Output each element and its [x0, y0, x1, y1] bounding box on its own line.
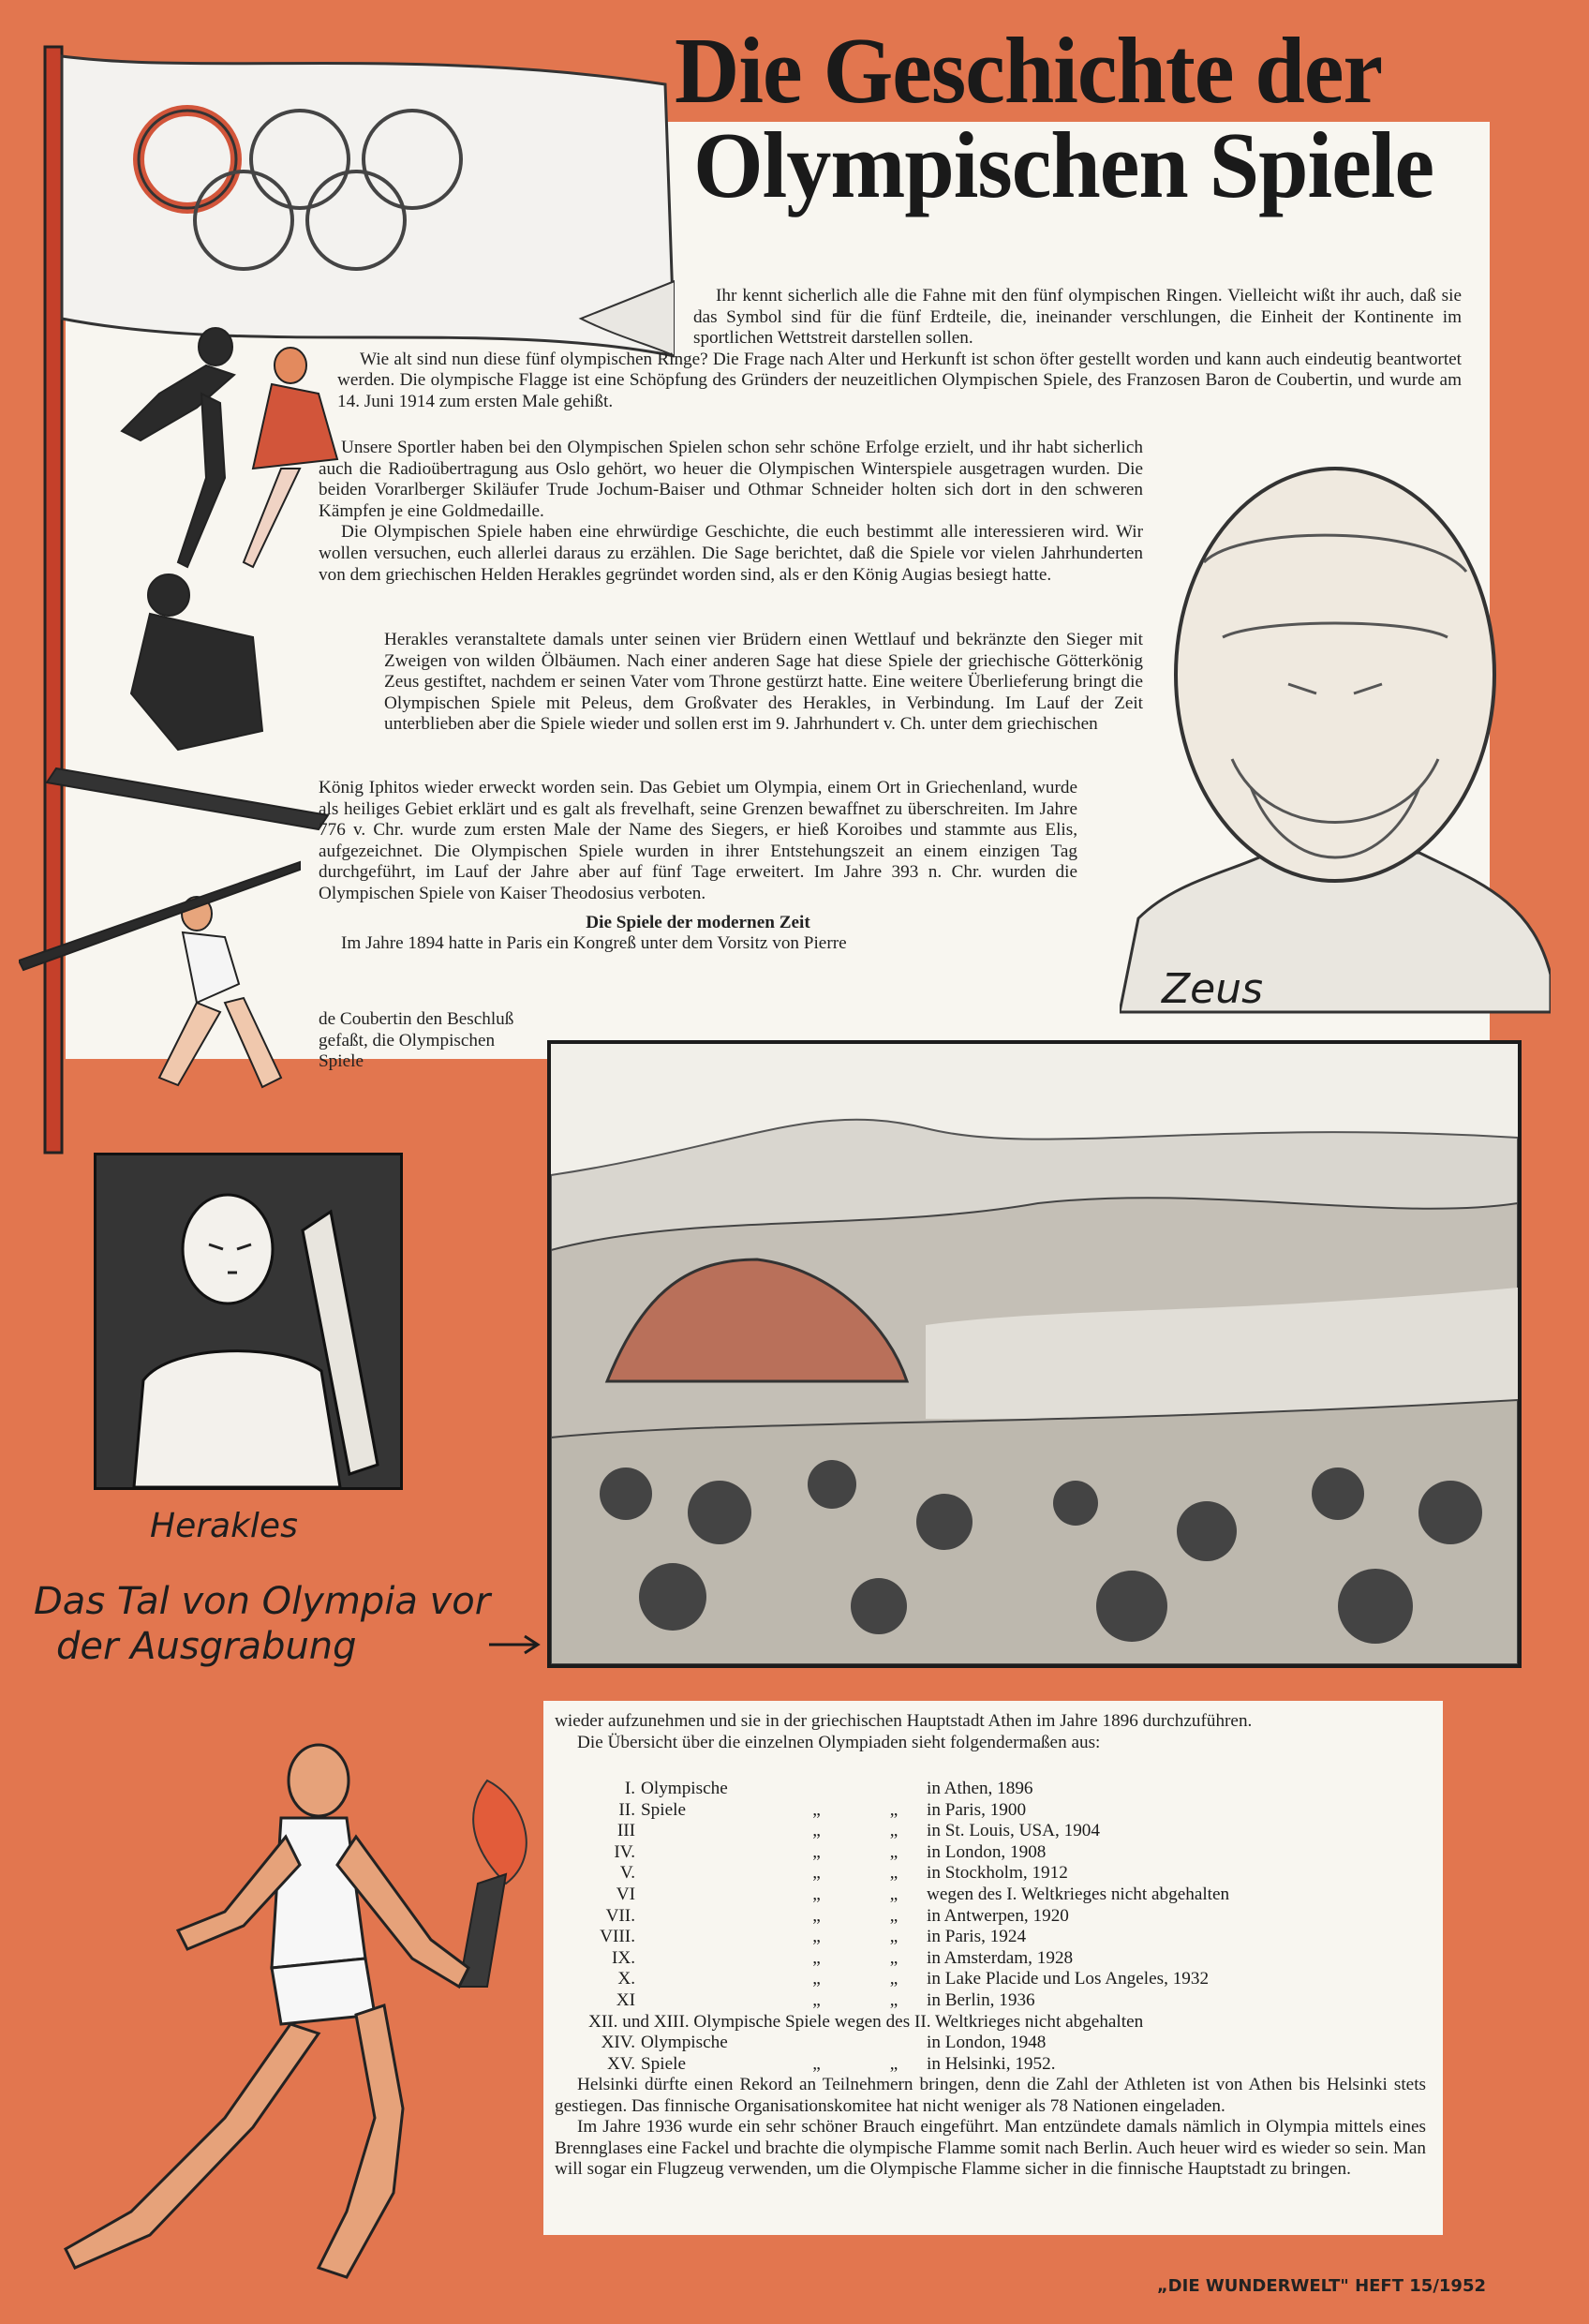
ditto-mark: „ — [889, 1884, 898, 1904]
intro-text — [337, 286, 1462, 413]
arrow-right-icon — [487, 1631, 543, 1659]
ditto-mark: „ — [812, 1863, 821, 1884]
footer-issue: „DIE WUNDERWELT" HEFT 15/1952 — [1156, 2276, 1486, 2296]
olympiad-number: XIV. — [601, 2033, 635, 2053]
olympiad-detail: in Helsinki, 1952. — [927, 2053, 1056, 2074]
ditto-mark: „ — [889, 1841, 898, 1862]
olympiad-row — [573, 1948, 1417, 1970]
ditto-mark: „ — [812, 1884, 821, 1904]
olympiad-detail: wegen des I. Weltkrieges nicht abgehalten — [927, 1884, 1230, 1904]
olympiad-detail: in St. Louis, USA, 1904 — [927, 1821, 1100, 1841]
paragraph-modern-b: de Coubertin den Beschluß gefaßt, die Olympischen Spiele — [319, 1009, 514, 1072]
article-column-middle — [384, 630, 1143, 736]
paragraph-helsinki: Helsinki dürfte einen Rekord an Teilnehmern bringen, denn die Zahl der Athleten ist von Athen bis Helsinki stets gestiegen. Das finnische Organisationskomitee hat nicht weniger als 78 Nationen eingeladen. — [555, 2075, 1426, 2116]
olympiad-number: III — [616, 1821, 635, 1841]
ditto-mark: „ — [889, 1989, 898, 2010]
olympiad-xii-text: XII. und XIII. Olympische Spiele wegen des II. Weltkrieges nicht abgehalten — [588, 2011, 1144, 2032]
olympiad-row-xii — [573, 2012, 1417, 2034]
olympiad-number: VII. — [605, 1905, 635, 1926]
article-column-upper — [319, 438, 1143, 586]
ditto-mark — [861, 2033, 927, 2054]
section-heading-modern: Die Spiele der modernen Zeit — [586, 912, 810, 932]
ditto-mark: „ — [889, 1905, 898, 1926]
olympiad-list — [573, 1779, 1417, 2075]
caption-valley — [34, 1579, 490, 1669]
intro-paragraph-2: Wie alt sind nun diese fünf olympischen Ringe? Die Frage nach Alter und Herkunft ist schon öfter gestellt worden und kann auch eindeutig beantwortet werden. Die olympische Flagge ist eine Schöpfung des Gründers der neuzeitlichen Olympischen Spiele, des Franzosen Baron de Coubertin, und wurde am 14. Juni 1914 zum ersten Male gehißt. — [337, 349, 1462, 411]
olympiad-number: IX. — [611, 1947, 635, 1968]
ditto-mark: „ — [812, 1969, 821, 1989]
ditto-mark: „ — [889, 1821, 898, 1841]
olympiad-detail: in London, 1948 — [927, 2033, 1047, 2053]
ditto-mark — [772, 2033, 861, 2054]
ditto-mark: „ — [812, 1799, 821, 1820]
olympiad-detail: in Antwerpen, 1920 — [927, 1905, 1069, 1926]
ditto-mark: „ — [889, 1969, 898, 1989]
paragraph-modern-c: wieder aufzunehmen und sie in der griechischen Hauptstadt Athen im Jahre 1896 durchzuführen. — [555, 1711, 1253, 1731]
herakles-illustration — [97, 1155, 400, 1487]
olympiad-detail: in Athen, 1896 — [927, 1779, 1033, 1798]
article-bottom-outro — [555, 2075, 1426, 2181]
paragraph-modern-a: Im Jahre 1894 hatte in Paris ein Kongreß unter dem Vorsitz von Pierre — [341, 933, 847, 954]
zeus-illustration — [1120, 450, 1551, 1031]
article-column-lower — [319, 778, 1077, 955]
olympiad-number: I. — [624, 1779, 635, 1798]
title-line-2: Olympischen Spiele — [693, 112, 1434, 218]
ditto-mark: „ — [889, 1799, 898, 1820]
olympiad-name — [641, 1990, 772, 2012]
ditto-mark: „ — [889, 1927, 898, 1947]
olympiad-row — [573, 1906, 1417, 1928]
caption-herakles: Herakles — [150, 1507, 298, 1545]
olympiad-row — [573, 1842, 1417, 1864]
olympiad-name — [641, 1821, 772, 1842]
olympiad-detail: in Amsterdam, 1928 — [927, 1947, 1074, 1968]
olympiad-name — [641, 1842, 772, 1864]
olympiad-name — [641, 2054, 772, 2076]
olympiad-number: II. — [618, 1799, 635, 1820]
olympiad-detail: in Paris, 1900 — [927, 1799, 1027, 1820]
olympiad-row — [573, 1821, 1417, 1842]
page-title — [675, 17, 1527, 218]
title-line-1: Die Geschichte der — [675, 17, 1383, 124]
olympiad-detail: in Lake Placide und Los Angeles, 1932 — [927, 1969, 1210, 1989]
caption-valley-line-1: Das Tal von Olympia vor — [34, 1580, 491, 1623]
herakles-image-frame — [94, 1153, 403, 1490]
ditto-mark: „ — [812, 1989, 821, 2010]
olympiad-number: VI — [616, 1884, 635, 1904]
olympiad-number: XI — [616, 1989, 635, 2010]
valley-image-frame — [547, 1040, 1522, 1668]
olympiad-row — [573, 1990, 1417, 2012]
olympiad-number: V. — [619, 1863, 635, 1884]
olympiad-name — [641, 1863, 772, 1885]
olympiad-name — [641, 1927, 772, 1948]
torch-runner-illustration — [37, 1724, 543, 2287]
paragraph-history-a: Die Olympischen Spiele haben eine ehrwürdige Geschichte, die euch bestimmt alle interessieren wird. Wir wollen versuchen, euch allerlei daraus zu erzählen. Die Sage berichtet, daß die Spiele vor vielen Jahrhunderten von dem griechischen Helden Herakles gegründet worden sind, als er den König Augias besiegt hatte. — [319, 522, 1143, 585]
paragraph-flamme: Im Jahre 1936 wurde ein sehr schöner Brauch eingeführt. Man entzündete damals nämlich in Olympia mittels eines Brennglases eine Fackel und brachte die olympische Flamme somit nach Berlin. Auch heuer wird es wieder so sein. Man will sogar ein Flugzeug verwenden, um die Olympische Flamme sicher in die finnische Hauptstadt zu bringen. — [555, 2117, 1426, 2180]
ditto-mark: „ — [812, 1821, 821, 1841]
ditto-mark: „ — [812, 1927, 821, 1947]
paragraph-sportler: Unsere Sportler haben bei den Olympischen Spielen schon sehr schöne Erfolge erzielt, und ihr habt sicherlich auch die Radioübertragung aus Oslo gehört, wo heuer die Olympischen Winterspiele ausgetragen wurden. Die beiden Vorarlberger Skiläufer Trude Jochum-Baiser und Othmar Schneider holten sich dort in den schweren Kämpfen je eine Goldmedaille. — [319, 438, 1143, 521]
olympiad-number: IV. — [614, 1841, 635, 1862]
article-column-narrow — [319, 1009, 515, 1073]
olympic-flag-illustration — [19, 37, 675, 1162]
ditto-mark: „ — [889, 2053, 898, 2074]
olympia-valley-illustration — [551, 1044, 1518, 1664]
olympiad-row — [573, 1927, 1417, 1948]
olympiad-name — [641, 1948, 772, 1970]
olympiad-detail: in Stockholm, 1912 — [927, 1863, 1068, 1884]
list-intro: Die Übersicht über die einzelnen Olympiaden sieht folgendermaßen aus: — [577, 1732, 1101, 1752]
olympiad-row — [573, 1863, 1417, 1885]
ditto-mark — [772, 1779, 861, 1800]
intro-paragraph-1: Ihr kennt sicherlich alle die Fahne mit den fünf olympischen Ringen. Vielleicht wißt ihr auch, daß sie das Symbol sind für die fünf Erdteile, die, ineinander verschlungen, die Einheit der Kontinente im sportlichen Wettstreit darstellen sollen. — [693, 286, 1462, 349]
olympiad-name — [641, 1906, 772, 1928]
olympiad-number: VIII. — [600, 1927, 635, 1947]
olympiad-name: Olympische Spiele — [641, 1779, 728, 1820]
caption-zeus: Zeus — [1162, 965, 1264, 1013]
paragraph-history-b: Herakles veranstaltete damals unter seinen vier Brüdern einen Wettlauf und bekränzte den Sieger mit Zweigen von wilden Ölbäumen. Nach einer anderen Sage hat diese Spiele der griechische Götterkönig Zeus gestiftet, nachdem er seinen Vater vom Throne gestürzt hatte. Eine weitere Überlieferung bringt die Olympischen Spiele mit Peleus, dem Großvater des Herakles, in Verbindung. Im Lauf der Zeit unterblieben aber die Spiele wieder und sollen erst im 9. Jahrhundert v. Ch. unter dem griechischen — [384, 630, 1143, 735]
ditto-mark: „ — [812, 1905, 821, 1926]
olympiad-row — [573, 1800, 1417, 1822]
olympiad-row — [573, 2054, 1417, 2076]
article-bottom-intro — [555, 1711, 1426, 1753]
olympiad-detail: in Paris, 1924 — [927, 1927, 1027, 1947]
olympiad-name — [641, 1800, 772, 1822]
olympiad-name — [641, 1969, 772, 1990]
olympiad-name: Olympische Spiele — [641, 2033, 728, 2074]
ditto-mark: „ — [812, 2053, 821, 2074]
olympiad-row — [573, 1969, 1417, 1990]
ditto-mark: „ — [812, 1947, 821, 1968]
olympiad-number: XV. — [606, 2053, 635, 2074]
ditto-mark: „ — [889, 1863, 898, 1884]
ditto-mark — [861, 1779, 927, 1800]
olympiad-detail: in Berlin, 1936 — [927, 1989, 1035, 2010]
caption-valley-line-2: der Ausgrabung — [56, 1625, 357, 1668]
olympiad-number: X. — [617, 1969, 635, 1989]
paragraph-history-c: König Iphitos wieder erweckt worden sein. Das Gebiet um Olympia, einem Ort in Griechenland, wurde als heiliges Gebiet erklärt und es galt als frevelhaft, seine Grenzen bewaffnet zu überschreiten. Im Jahre 776 v. Chr. wurde zum ersten Male der Name des Siegers, er hieß Koroibes und stammte aus Elis, aufgezeichnet. Die Olympischen Spiele wurden in ihrer Entstehungszeit an einem einzigen Tag durchgeführt, im Lauf der Jahre aber auf fünf Tage erweitert. Im Jahre 393 n. Chr. wurden die Olympischen Spiele von Kaiser Theodosius verboten. — [319, 778, 1077, 903]
olympiad-detail: in London, 1908 — [927, 1841, 1047, 1862]
ditto-mark: „ — [889, 1947, 898, 1968]
olympiad-name — [641, 1885, 772, 1906]
olympiad-row — [573, 1885, 1417, 1906]
ditto-mark: „ — [812, 1841, 821, 1862]
